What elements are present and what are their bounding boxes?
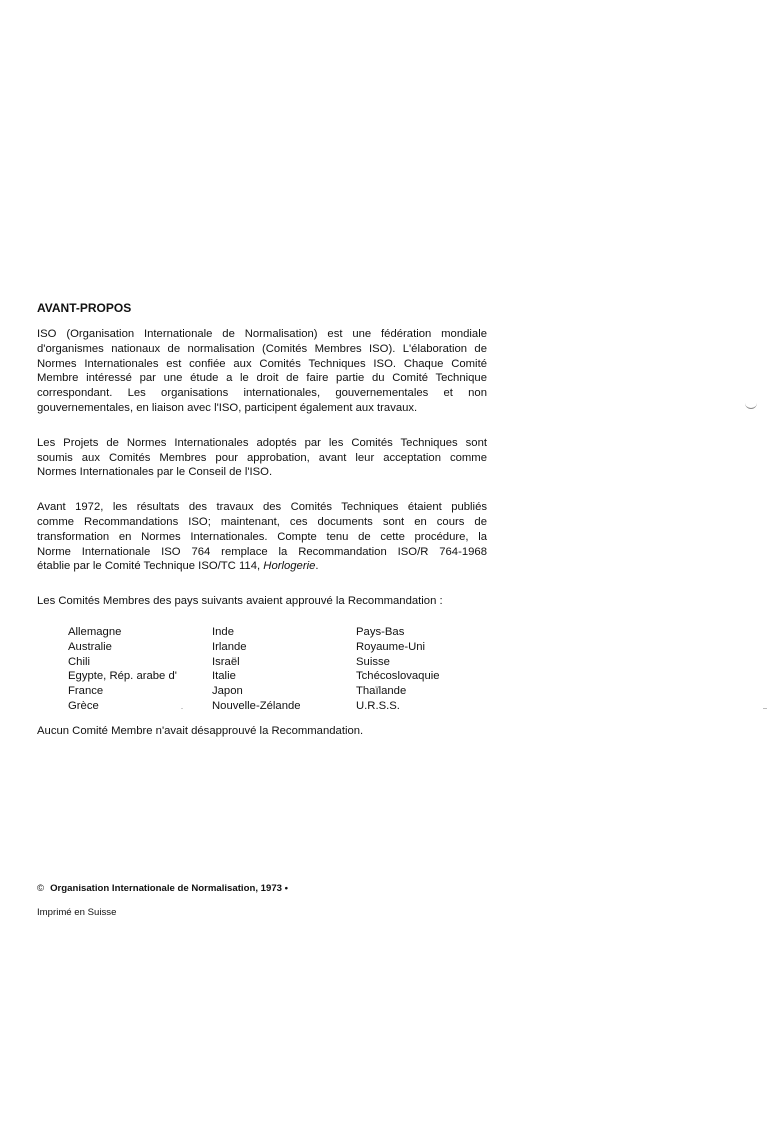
country-name: Suisse (356, 655, 390, 668)
country-name: Inde (212, 625, 234, 638)
country-name: Allemagne (68, 625, 122, 638)
text-line: transformation en Normes Internationales. Compte tenu de cette procédure, la (37, 530, 487, 543)
country-name: Irlande (212, 640, 247, 653)
country-name: U.R.S.S. (356, 699, 400, 712)
country-column (212, 625, 301, 714)
country-name: Japon (212, 685, 243, 698)
copyright-icon: © (37, 883, 45, 894)
paragraph-draft-standards (37, 436, 487, 480)
text-line: correspondant. Les organisations internationales, gouvernementales et non (37, 387, 487, 400)
text-line: Norme Internationale ISO 764 remplace la Recommandation ISO/R 764-1968 (37, 545, 487, 558)
text-line: ISO (Organisation Internationale de Normalisation) est une fédération mondiale (37, 328, 487, 340)
committee-title: Horlogerie (263, 560, 316, 573)
scan-speck (181, 708, 183, 709)
country-name: Nouvelle-Zélande (212, 699, 301, 712)
country-column (356, 625, 440, 714)
approval-intro: Les Comités Membres des pays suivants avaient approuvé la Recommandation : (37, 595, 443, 608)
text-line: Avant 1972, les résultats des travaux des Comités Techniques étaient publiés (37, 501, 487, 514)
committee-text: établie par le Comité Technique ISO/TC 114, (37, 560, 264, 573)
country-name: Grèce (68, 699, 99, 712)
country-name: Australie (68, 640, 112, 653)
text-line: Membre intéressé par une étude a le droit de faire partie du Comité Technique (37, 372, 487, 385)
approving-countries-list (68, 625, 487, 714)
text-line: gouvernementales, en liaison avec l'ISO, participent également aux travaux. (37, 401, 418, 414)
country-name: Tchécoslovaquie (356, 670, 440, 683)
paragraph-recommendation-history (37, 500, 487, 574)
scan-mark (745, 400, 757, 409)
country-column (68, 625, 177, 714)
copyright-notice (37, 883, 487, 895)
foreword-section (37, 300, 487, 739)
text-line: Normes Internationales par le Conseil de l'ISO. (37, 466, 273, 479)
text-line: Les Projets de Normes Internationales adoptés par les Comités Techniques sont (37, 436, 487, 449)
text-line: soumis aux Comités Membres pour approbation, avant leur acceptation comme (37, 451, 487, 464)
text-line: Normes Internationales est confiée aux Comités Techniques ISO. Chaque Comité (37, 357, 487, 370)
country-name: Royaume-Uni (356, 640, 426, 653)
country-name: Pays-Bas (356, 625, 405, 638)
text-line: comme Recommandations ISO; maintenant, ces documents sont en cours de (37, 515, 487, 528)
paragraph-iso-description (37, 327, 487, 416)
period: . (315, 560, 319, 573)
country-name: France (68, 685, 104, 698)
disapproval-statement: Aucun Comité Membre n'avait désapprouvé la Recommandation. (37, 724, 364, 737)
scan-speck (763, 708, 767, 709)
text-line: d'organismes nationaux de normalisation (Comités Membres ISO). L'élaboration de (37, 342, 487, 355)
country-name: Israël (212, 655, 240, 668)
page-footer (37, 883, 487, 919)
printed-in: Imprimé en Suisse (37, 907, 117, 918)
foreword-heading: AVANT-PROPOS (37, 301, 132, 315)
text-line-committee (37, 559, 487, 574)
country-name: Italie (212, 670, 236, 683)
country-name: Thaïlande (356, 685, 407, 698)
country-name: Chili (68, 655, 90, 668)
country-name: Egypte, Rép. arabe d' (68, 670, 177, 683)
copyright-text: Organisation Internationale de Normalisation, 1973 • (50, 883, 289, 894)
